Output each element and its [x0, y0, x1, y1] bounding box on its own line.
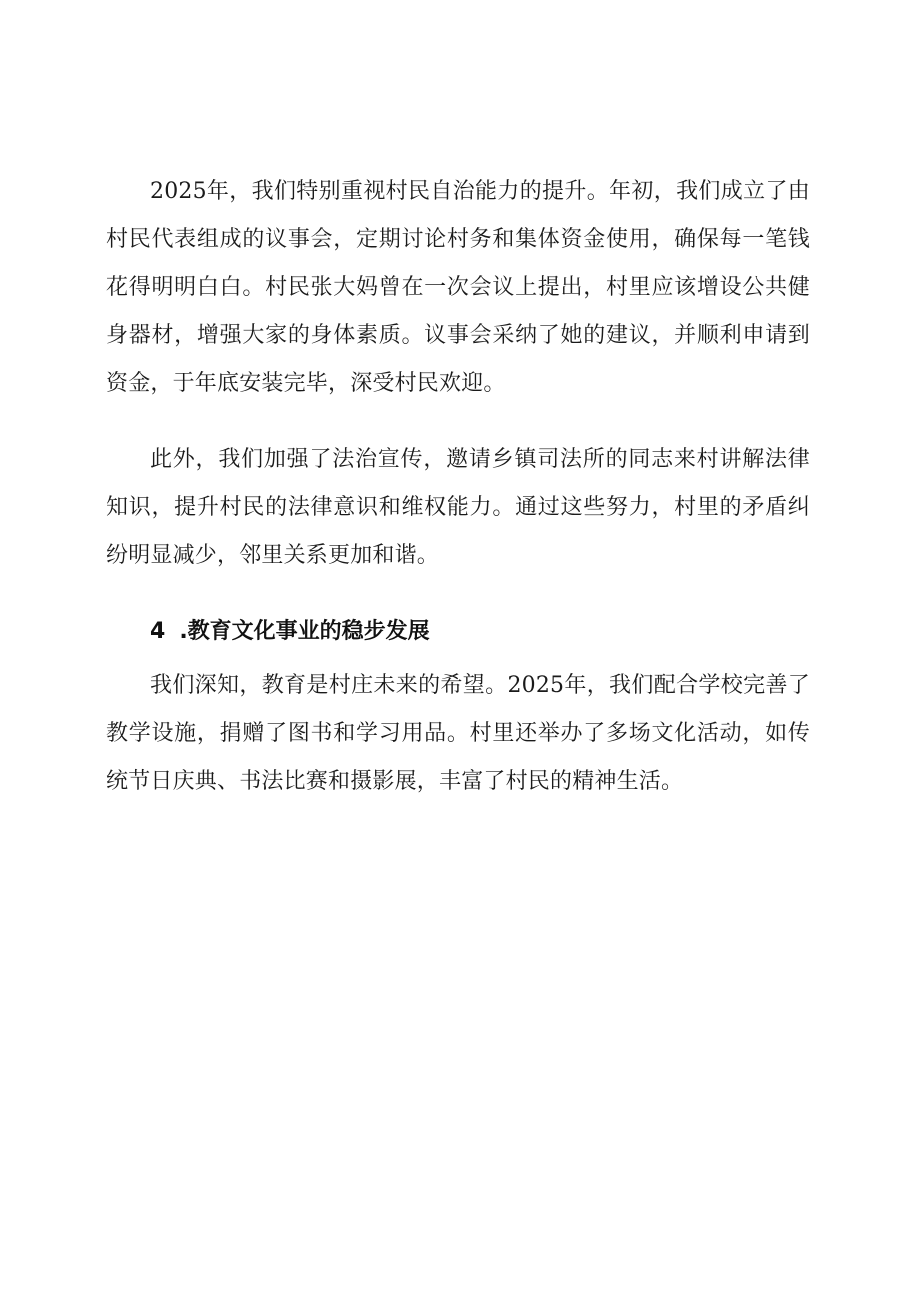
document-body: [106, 168, 810, 806]
section-heading: [106, 608, 810, 656]
section-title: .教育文化事业的稳步发展: [179, 619, 430, 644]
paragraph-education-culture: 我们深知，教育是村庄未来的希望。2025年，我们配合学校完善了教学设施，捐赠了图书和学习用品。村里还举办了多场文化活动，如传统节日庆典、书法比赛和摄影展，丰富了村民的精神生活。: [106, 673, 810, 794]
section-number: 4: [150, 619, 166, 644]
paragraph-village-autonomy: 2025年，我们特别重视村民自治能力的提升。年初，我们成立了由村民代表组成的议事会，定期讨论村务和集体资金使用，确保每一笔钱花得明明白白。村民张大妈曾在一次会议上提出，村里应该增设公共健身器材，增强大家的身体素质。议事会采纳了她的建议，并顺利申请到资金，于年底安装完毕，深受村民欢迎。: [106, 179, 810, 396]
paragraph-legal-publicity: 此外，我们加强了法治宣传，邀请乡镇司法所的同志来村讲解法律知识，提升村民的法律意识和维权能力。通过这些努力，村里的矛盾纠纷明显减少，邻里关系更加和谐。: [106, 447, 810, 568]
